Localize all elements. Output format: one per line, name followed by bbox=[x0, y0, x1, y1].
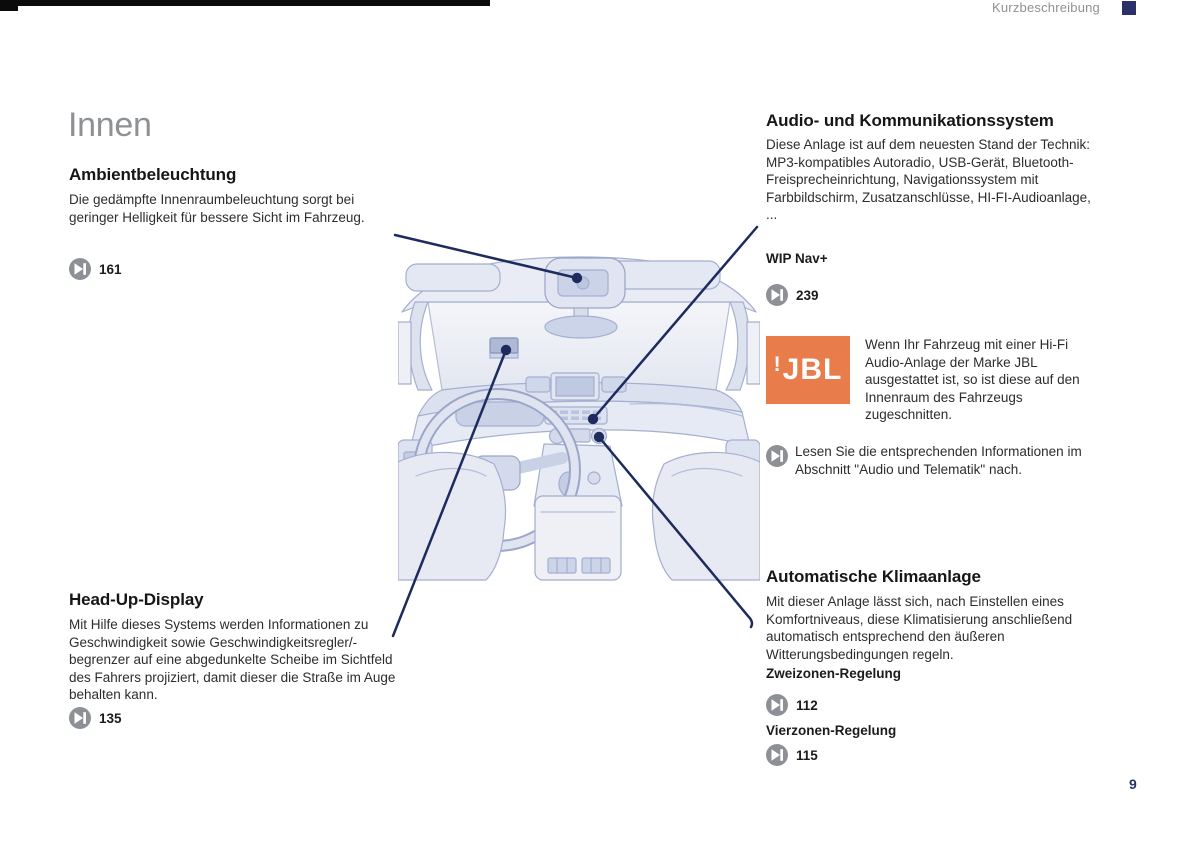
four-zone-label: Vierzonen-Regelung bbox=[766, 723, 897, 738]
chapter-label: Kurzbeschreibung bbox=[992, 0, 1100, 15]
page-reference-icon bbox=[766, 744, 788, 766]
page-reference-ambient bbox=[69, 258, 122, 280]
page-reference-icon bbox=[766, 445, 788, 467]
header-rule-bar-end bbox=[0, 0, 18, 11]
page-reference-wip-nav bbox=[766, 284, 819, 306]
two-zone-label: Zweizonen-Regelung bbox=[766, 666, 901, 681]
jbl-hifi-note bbox=[766, 336, 1100, 424]
page-number: 9 bbox=[1129, 776, 1137, 792]
page-reference-number: 112 bbox=[796, 697, 818, 713]
page-reference-icon bbox=[766, 284, 788, 306]
page-reference-icon bbox=[766, 694, 788, 716]
page-reference-number: 115 bbox=[796, 747, 818, 763]
section-body-climate-control: Mit dieser Anlage lässt sich, nach Einstellen eines Komfortniveaus, diese Klimatisierung anschließend automatisch entsprechend den äußeren Witterungsbedingungen regeln. bbox=[766, 594, 1073, 662]
see-also-text: Lesen Sie die entsprechenden Informationen im Abschnitt "Audio und Telematik" nach. bbox=[795, 444, 1082, 477]
page-reference-number: 135 bbox=[99, 710, 122, 726]
car-interior-illustration bbox=[398, 244, 760, 582]
section-title-ambient-lighting: Ambientbeleuchtung bbox=[69, 165, 237, 184]
running-header bbox=[992, 0, 1136, 15]
page-reference-two-zone bbox=[766, 694, 818, 716]
jbl-logo bbox=[766, 336, 850, 404]
section-body-head-up-display: Mit Hilfe dieses Systems werden Informationen zu Geschwindigkeit sowie Geschwindigkeitsregler/- begrenzer auf eine abgedunkelte Scheibe im Sichtfeld des Fahrers projiziert, damit dieser die Straße im Auge behalten kann. bbox=[69, 617, 396, 702]
page-reference-number: 239 bbox=[796, 287, 819, 303]
header-rule-bar bbox=[0, 0, 490, 6]
wip-nav-label: WIP Nav+ bbox=[766, 251, 828, 266]
jbl-exclamation-mark: ! bbox=[773, 353, 781, 376]
page-reference-number: 161 bbox=[99, 261, 122, 277]
page-title: Innen bbox=[68, 106, 152, 144]
jbl-logo-text: JBL bbox=[782, 353, 843, 386]
page-reference-icon bbox=[69, 707, 91, 729]
section-title-head-up-display: Head-Up-Display bbox=[69, 590, 204, 609]
chapter-tab-marker bbox=[1122, 1, 1136, 15]
page-reference-icon bbox=[69, 258, 91, 280]
section-title-audio-system: Audio- und Kommunikationssystem bbox=[766, 111, 1054, 130]
see-also-audio-telematik bbox=[766, 443, 1125, 478]
page-reference-hud bbox=[69, 707, 122, 729]
section-title-climate-control: Automatische Klimaanlage bbox=[766, 567, 981, 586]
section-body-ambient-lighting: Die gedämpfte Innenraumbeleuchtung sorgt bei geringer Helligkeit für bessere Sicht im Fahrzeug. bbox=[69, 192, 365, 225]
section-body-audio-system: Diese Anlage ist auf dem neuesten Stand der Technik: MP3-kompatibles Autoradio, USB-Gerät, Bluetooth-Freisprecheinrichtung, Navigationssystem mit Farbbildschirm, Zusatzanschlüsse, HI-FI-Audioanlage, ... bbox=[766, 137, 1091, 222]
jbl-note-text: Wenn Ihr Fahrzeug mit einer Hi-Fi Audio-Anlage der Marke JBL ausgestattet ist, so ist diese auf den Innenraum des Fahrzeugs zugeschnitten. bbox=[865, 337, 1080, 422]
page-reference-four-zone bbox=[766, 744, 818, 766]
